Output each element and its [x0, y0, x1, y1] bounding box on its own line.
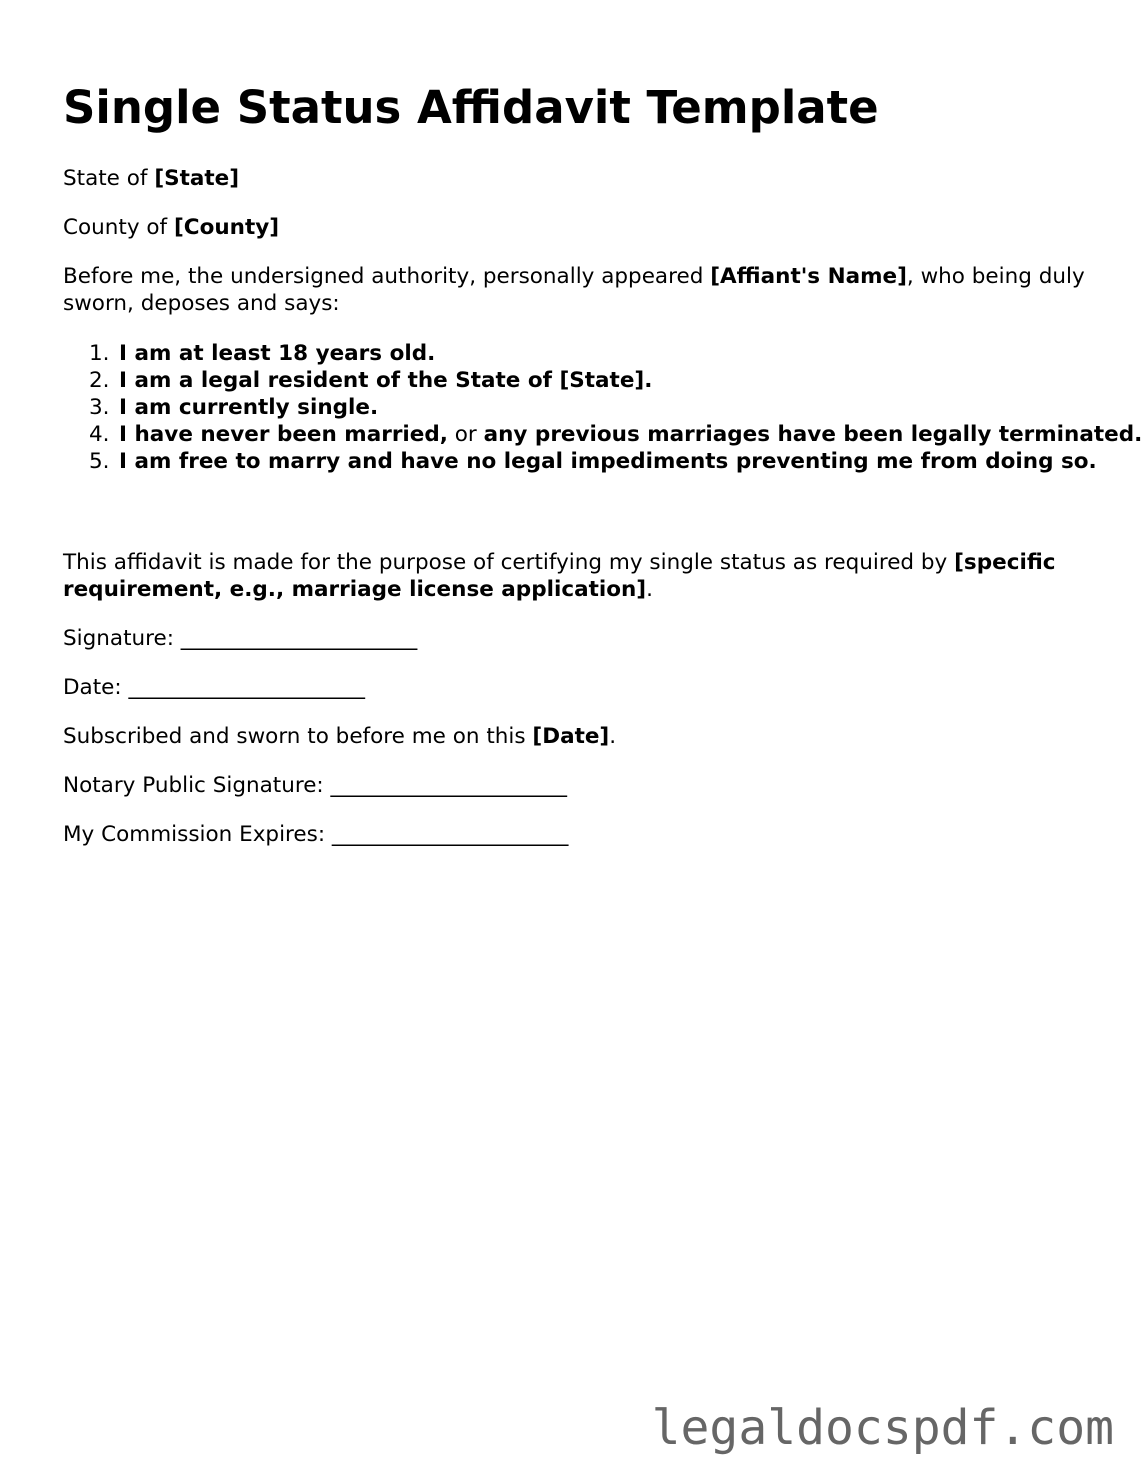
intro-paragraph	[63, 263, 1093, 317]
statements-list	[63, 340, 1147, 475]
county-line	[63, 214, 1093, 241]
item-text: I have never been married,	[119, 422, 448, 447]
item-text: I am free to marry and have no legal impediments preventing me from doing so.	[119, 449, 1097, 474]
item-text-continued: any previous marriages have been legally terminated.	[483, 422, 1143, 447]
item-number: 5.	[89, 449, 110, 474]
intro-before: Before me, the undersigned authority, personally appeared	[63, 264, 711, 289]
item-number: 2.	[89, 368, 110, 393]
list-item	[89, 394, 1147, 421]
item-number: 3.	[89, 395, 110, 420]
page-title: Single Status Affidavit Template	[63, 81, 879, 134]
item-text: I am a legal resident of the State of [State].	[119, 368, 653, 393]
requirement-placeholder: [specific requirement, e.g., marriage license application]	[63, 550, 1056, 602]
sworn-date-placeholder: [Date]	[532, 724, 610, 749]
county-placeholder: [County]	[173, 215, 280, 240]
item-text: I am currently single.	[119, 395, 379, 420]
state-placeholder: [State]	[154, 166, 240, 191]
list-item	[89, 340, 1147, 367]
purpose-before: This affidavit is made for the purpose of certifying my single status as required by	[63, 550, 955, 575]
item-number: 1.	[89, 341, 110, 366]
item-text: I am at least 18 years old.	[119, 341, 436, 366]
purpose-after: .	[646, 577, 653, 602]
list-item	[89, 421, 1147, 448]
list-item	[89, 367, 1147, 394]
item-number: 4.	[89, 422, 110, 447]
item-connector: or	[447, 422, 484, 447]
state-line	[63, 165, 1093, 192]
affiant-name-placeholder: [Affiant's Name]	[710, 264, 907, 289]
sworn-before: Subscribed and sworn to before me on this	[63, 724, 533, 749]
signature-line: Signature: ______________________	[63, 626, 418, 651]
notary-signature-line: Notary Public Signature: ______________________	[63, 773, 568, 798]
sworn-line	[63, 723, 1093, 750]
purpose-paragraph	[63, 549, 1093, 603]
county-prefix: County of	[63, 215, 174, 240]
commission-expires-line: My Commission Expires: ______________________	[63, 822, 569, 847]
date-line: Date: ______________________	[63, 675, 365, 700]
list-item	[89, 448, 1147, 475]
sworn-after: .	[609, 724, 617, 749]
intro-after: , who being duly sworn, deposes and says:	[63, 264, 1085, 316]
watermark: legaldocspdf.com	[651, 1400, 1114, 1456]
state-prefix: State of	[63, 166, 155, 191]
